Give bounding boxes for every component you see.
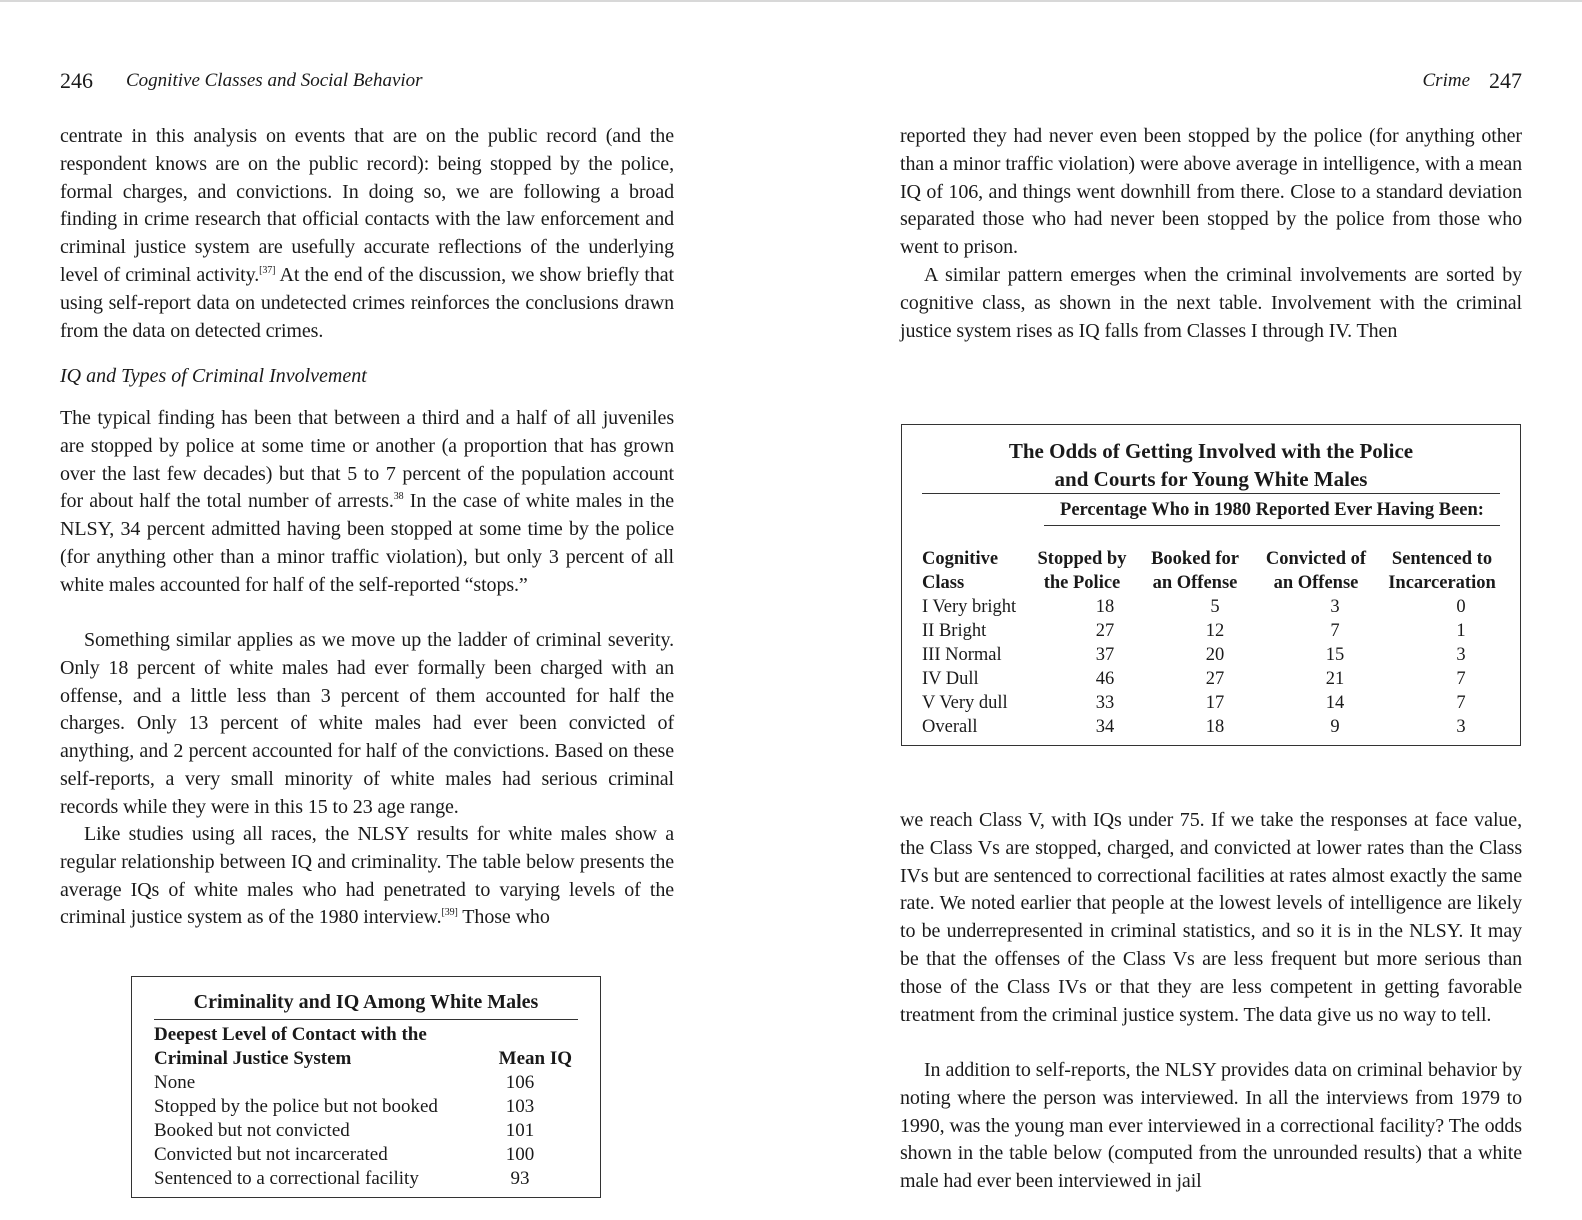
table-row: Overall 34 18 9 3	[922, 717, 1466, 737]
paragraph: The typical finding has been that between a third and a half of all juveniles are stopped by police at some time or another (a proportion that has grown over the last few decades) but that 5 to 7 percent of the population account for about half the total number of arrests.$^{38}$ In the case of white males in the NLSY, 34 percent admitted having been stopped at some time by the police (for anything other than a minor traffic violation), but only 3 percent of all white males accounted for half of the self-reported “stops.”	[60, 407, 674, 596]
table-rule	[922, 493, 1500, 494]
table-body	[154, 1071, 578, 1191]
right-running-head	[900, 66, 1522, 96]
table-row: Booked but not convicted 101	[154, 1120, 535, 1141]
table-rule	[154, 1019, 578, 1020]
footnote-ref: [39]	[441, 907, 458, 919]
paragraph: centrate in this analysis on events that are on the public record (and the respondent knows are on the public record): being stopped by the police, formal charges, and convictions. In doing so, we are following a broad finding in crime research that official contacts with the law enforcement and criminal justice system are usefully accurate reflections of the underlying level of criminal activity.[37] At the end of the discussion, we show briefly that using self-report data on undetected crimes reinforces the conclusions drawn from the data on detected crimes.	[60, 125, 675, 342]
page-number: 246	[60, 68, 93, 93]
paragraph: In addition to self-reports, the NLSY provides data on criminal behavior by noting where the person was interviewed. In all the interviews from 1979 to 1990, was the young man ever interviewed in a correctional facility? The odds shown in the table below (computed from the unrounded results) that a white male had ever been interviewed in jail	[900, 1059, 1522, 1193]
column-header: Convicted of an Offense	[1265, 549, 1367, 593]
table-title: The Odds of Getting Involved with the Police and Courts for Young White Males	[1008, 439, 1414, 491]
column-header-mean-iq: Mean IQ	[498, 1048, 572, 1069]
paragraph: A similar pattern emerges when the criminal involvements are sorted by cognitive class, as shown in the next table. Involvement with the criminal justice system rises as IQ falls from Classes I through IV. Then	[900, 264, 1522, 342]
table-row: Convicted but not incarcerated 100	[154, 1144, 535, 1165]
paragraph: Like studies using all races, the NLSY results for white males show a regular relationship between IQ and criminality. The table below presents the average IQs of white males who had penetrated to varying levels of the criminal justice system as of the 1980 interview.[39] Those who	[60, 823, 674, 929]
column-header: Booked for an Offense	[1151, 549, 1239, 593]
section-subheading: IQ and Types of Criminal Involvement	[60, 365, 367, 387]
table-row: Stopped by the police but not booked 103	[154, 1096, 535, 1117]
column-header: Cognitive Class	[922, 549, 999, 593]
footnote-ref: 38	[393, 491, 404, 503]
left-running-head	[60, 66, 674, 96]
running-title: Crime	[1422, 70, 1470, 91]
running-title: Cognitive Classes and Social Behavior	[126, 70, 423, 91]
column-header: Stopped by the Police	[1037, 549, 1127, 593]
right-page	[900, 0, 1522, 1220]
table-row: III Normal 37 20 15 3	[922, 645, 1466, 665]
table-body	[922, 595, 1500, 739]
page-number: 247	[1489, 68, 1522, 93]
paragraph: Something similar applies as we move up the ladder of criminal severity. Only 18 percent of white males had ever formally been charged with an offense, and a little less than 3 percent of them accounted for half the charges. Only 13 percent of white males had ever been convicted of anything, and 2 percent accounted for half of the convictions. Based on these self-reports, a very small minority of white males had serious criminal records while they were in this 15 to 23 age range.	[60, 629, 674, 818]
table-row: V Very dull 33 17 14 7	[922, 693, 1466, 713]
table-title: Criminality and IQ Among White Males	[193, 991, 539, 1013]
paragraph: we reach Class V, with IQs under 75. If we take the responses at face value, the Class Vs are stopped, charged, and convicted at lower rates than the Class IVs but are sentenced to correctional facilities at rates almost exactly the same rate. We noted earlier that people at the lowest levels of intelligence are likely to be underrepresented in criminal statistics, and so it is in the NLSY. It may be that the offenses of the Class Vs are less frequent but more serious than those of the Class IVs or that they are less competent in getting favorable treatment from the criminal justice system. The data give us no way to tell.	[900, 809, 1522, 1026]
criminality-iq-table	[131, 976, 601, 1198]
column-header: Sentenced to Incarceration	[1388, 549, 1496, 593]
table-row: Sentenced to a correctional facility 93	[154, 1168, 530, 1189]
footnote-ref: [37]	[259, 264, 276, 276]
table-subtitle: Percentage Who in 1980 Reported Ever Having Been:	[1060, 500, 1484, 520]
table-row: IV Dull 46 27 21 7	[922, 669, 1466, 689]
column-header: Deepest Level of Contact with the Criminal Justice System	[154, 1024, 427, 1069]
table-row: II Bright 27 12 7 1	[922, 621, 1466, 641]
table-row: I Very bright 18 5 3 0	[922, 597, 1466, 617]
table-row: None 106	[154, 1072, 535, 1093]
odds-police-courts-table	[901, 424, 1521, 746]
paragraph: reported they had never even been stopped by the police (for anything other than a minor traffic violation) were above average in intelligence, with a mean IQ of 106, and things went downhill from there. Close to a standard deviation separated those who had never been stopped by the police from those who went to prison.	[900, 125, 1522, 259]
left-page	[60, 0, 674, 1220]
table-rule	[1044, 525, 1500, 526]
